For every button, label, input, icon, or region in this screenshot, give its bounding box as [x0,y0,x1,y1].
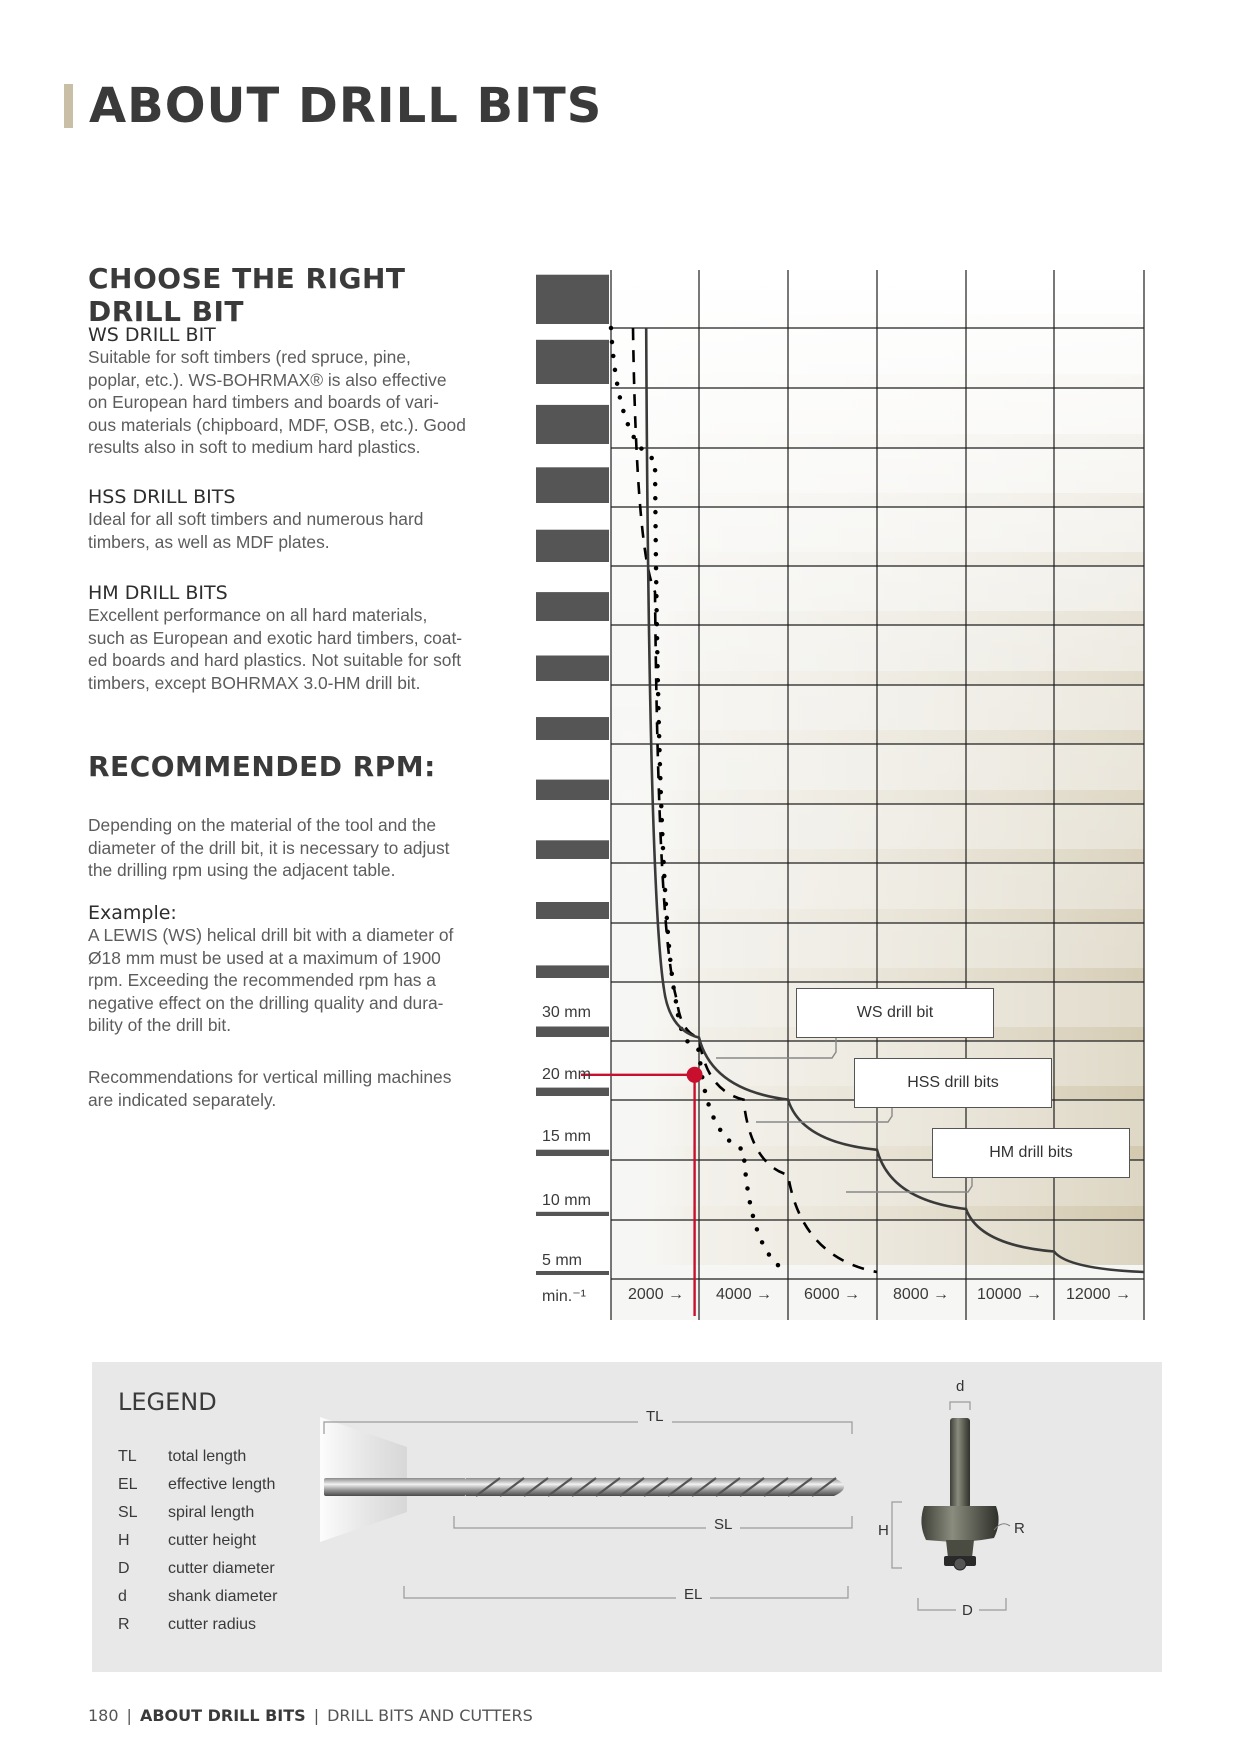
ws-line: Suitable for soft timbers (red spruce, pine, [88,347,411,367]
x-tick-value: 6000 [804,1286,840,1303]
rpm-line: diameter of the drill bit, it is necessary to adjust [88,837,450,858]
hss-text [88,508,498,553]
example-line: Ø18 mm must be used at a maximum of 1900 [88,947,441,968]
footer-section: ABOUT DRILL BITS [139,1706,306,1725]
legend-title: LEGEND [118,1388,217,1416]
h-bracket [892,1502,902,1568]
legend-abbr: D [118,1560,130,1577]
example-line: A LEWIS (WS) helical drill bit with a diameter of [88,925,454,945]
hm-callout: HM drill bits [932,1128,1130,1178]
ws-title: WS DRILL BIT [88,324,216,346]
y-tick-label: 5 mm [542,1252,582,1269]
example-title: Example: [88,902,177,924]
rpm-chart [536,270,1152,1320]
router-cutter-image [921,1418,998,1570]
diameter-bar [536,965,609,978]
hm-section [88,582,498,694]
hss-title: HSS DRILL BITS [88,486,236,508]
diameter-bar [536,717,609,740]
d-small-label: d [956,1378,965,1395]
legend-desc: effective length [168,1476,276,1493]
h-label: H [878,1522,889,1539]
note-line: Recommendations for vertical milling machines [88,1067,452,1087]
diameter-bar [536,275,609,324]
note-line: are indicated separately. [88,1089,277,1110]
legend-desc: cutter diameter [168,1560,275,1577]
legend-abbr: H [118,1532,130,1549]
drill-diagram [92,1362,1162,1672]
x-tick-label: 6000 → [804,1286,861,1303]
diameter-bar [536,592,609,621]
legend-abbr: TL [118,1448,137,1465]
x-tick-label: 4000 → [716,1286,773,1303]
ws-line: on European hard timbers and boards of vari- [88,392,439,413]
legend-abbr: R [118,1616,130,1633]
ws-callout: WS drill bit [796,988,994,1038]
x-unit-label: min.⁻¹ [542,1288,586,1305]
hss-line: timbers, as well as MDF plates. [88,531,330,552]
x-tick-value: 12000 [1066,1286,1111,1303]
rpm-line: the drilling rpm using the adjacent table. [88,860,396,881]
el-label: EL [676,1586,710,1603]
y-tick-label: 20 mm [542,1066,591,1083]
hss-section [88,486,498,553]
d-bracket [950,1402,970,1410]
hm-text [88,604,498,694]
tl-bracket [324,1422,852,1434]
footer-separator: | [313,1706,320,1725]
intro-heading: CHOOSE THE RIGHT DRILL BIT [88,262,406,328]
footer-chapter: DRILL BITS AND CUTTERS [327,1706,533,1725]
hss-line: Ideal for all soft timbers and numerous hard [88,509,424,529]
ws-section [88,324,498,459]
sl-label: SL [706,1516,740,1533]
rpm-heading: RECOMMENDED RPM: [88,750,436,783]
rpm-line: Depending on the material of the tool and the [88,815,437,835]
x-tick-value: 10000 [977,1286,1022,1303]
y-tick-label: 10 mm [542,1192,591,1209]
x-tick-label: 10000 → [977,1286,1042,1303]
big-d-label: D [956,1602,979,1619]
example-line: bility of the drill bit. [88,1015,232,1036]
sl-bracket [454,1516,852,1528]
ws-line: ous materials (chipboard, MDF, OSB, etc.). Good [88,414,466,435]
y-tick-label: 15 mm [542,1128,591,1145]
diameter-bar [536,1212,609,1216]
x-tick-label: 12000 → [1066,1286,1131,1303]
r-label: R [1014,1520,1025,1537]
rpm-text [88,814,498,882]
x-tick-value: 8000 [893,1286,929,1303]
x-tick-label: 2000 → [628,1286,685,1303]
hm-line: ed boards and hard plastics. Not suitable for soft [88,650,462,671]
note-section [88,1066,498,1111]
page-title: ABOUT DRILL BITS [89,78,603,134]
legend-desc: cutter height [168,1532,257,1549]
x-tick-label: 8000 → [893,1286,950,1303]
hss-callout: HSS drill bits [854,1058,1052,1108]
footer-separator: | [126,1706,132,1725]
page-number: 180 [88,1706,119,1725]
x-tick-value: 4000 [716,1286,752,1303]
legend-desc: total length [168,1448,247,1465]
diameter-bar [536,405,609,444]
legend-desc: cutter radius [168,1616,257,1633]
ws-line: results also in soft to medium hard plastics. [88,437,421,458]
x-tick-value: 2000 [628,1286,664,1303]
example-section [88,902,498,1037]
diameter-bar [536,1027,609,1038]
hm-title: HM DRILL BITS [88,582,228,604]
legend-abbr: SL [118,1504,138,1521]
diameter-bar [536,656,609,682]
page-header [64,78,603,134]
y-tick-label: 30 mm [542,1004,591,1021]
example-line: rpm. Exceeding the recommended rpm has a [88,970,436,991]
diameter-bar [536,340,609,384]
hm-line: timbers, except BOHRMAX 3.0-HM drill bit. [88,672,421,693]
diameter-bar [536,1271,609,1275]
legend-abbr: EL [118,1476,138,1493]
title-accent-bar [64,84,73,128]
drill-bit-image [324,1478,844,1496]
diameter-bar [536,467,609,503]
page-footer [88,1706,533,1725]
diameter-bar [536,530,609,562]
el-bracket [404,1586,848,1598]
diameter-bar [536,780,609,800]
diameter-bar [536,840,609,859]
tl-label: TL [638,1408,672,1425]
diameter-bar [536,902,609,919]
legend-panel [92,1362,1162,1672]
ws-line: poplar, etc.). WS-BOHRMAX® is also effective [88,369,447,390]
example-line: negative effect on the drilling quality and dura- [88,992,444,1013]
legend-abbr: d [118,1588,127,1605]
diameter-bar [536,1150,609,1156]
legend-desc: spiral length [168,1504,255,1521]
diameter-bar [536,1088,609,1096]
hm-line: Excellent performance on all hard materials, [88,605,428,625]
ws-text [88,346,498,459]
legend-desc: shank diameter [168,1588,278,1605]
hm-line: such as European and exotic hard timbers, coat- [88,627,463,648]
example-marker [687,1067,703,1083]
